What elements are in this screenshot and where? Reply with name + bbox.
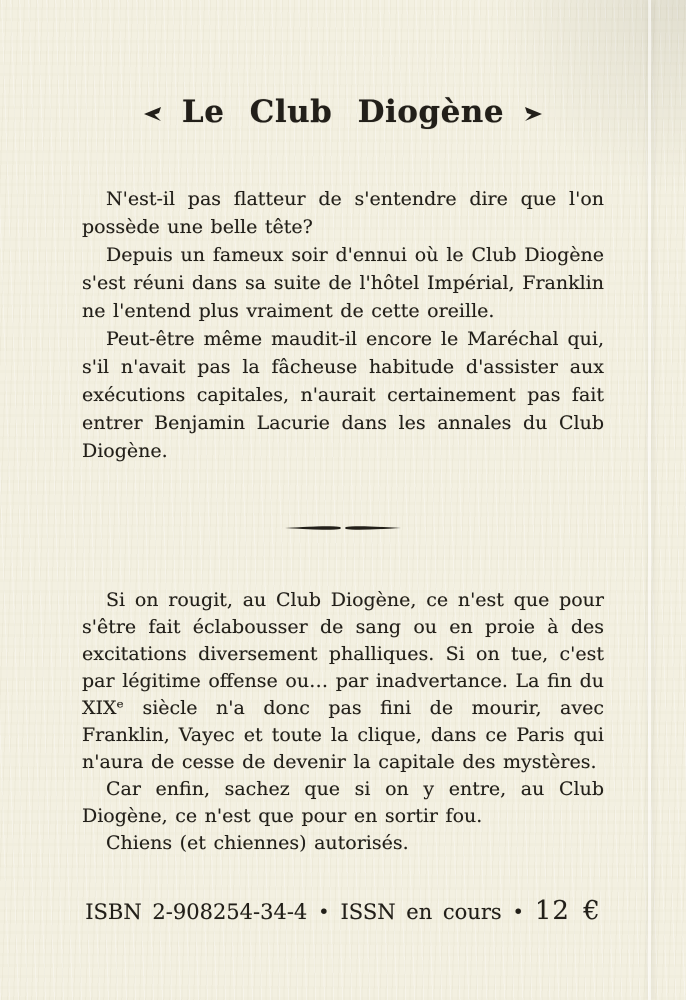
intro-text-block — [82, 185, 604, 465]
intro-paragraph-3: Peut-être même maudit-il encore le Maréchal qui, s'il n'avait pas la fâcheuse habitude d'assister aux exécutions capitales, n'aurait certainement pas fait entrer Benjamin Lacurie dans les annales du Club Diogène. — [82, 328, 604, 462]
issn-text: ISSN en cours — [340, 900, 502, 924]
isbn-text: ISBN 2-908254-34-4 — [85, 900, 308, 924]
blurb-text-block — [82, 587, 604, 857]
bullet-separator: • — [318, 901, 330, 923]
intro-paragraph-2: Depuis un fameux soir d'ennui où le Club Diogène s'est réuni dans sa suite de l'hôtel Impérial, Franklin ne l'entend plus vraiment de cette oreille. — [82, 244, 604, 322]
isbn-footer-line — [0, 896, 686, 926]
blurb-paragraph-3: Chiens (et chiennes) autorisés. — [106, 832, 409, 854]
price-text: 12 € — [534, 896, 601, 926]
left-arrow-fleuron-icon — [142, 105, 162, 123]
right-arrow-fleuron-icon — [524, 105, 544, 123]
bullet-separator: • — [512, 901, 524, 923]
paper-crease-line — [648, 0, 651, 1000]
blurb-paragraph-1: Si on rougit, au Club Diogène, ce n'est que pour s'être fait éclabousser de sang ou en proie à des excitations diversement phalliques. Si on tue, c'est par légitime offense ou… par inadvertance. La fin du XIXᵉ siècle n'a donc pas fini de mourir, avec Franklin, Vayec et toute la clique, dans ce Paris qui n'aura de cesse de devenir la capitale des mystères. — [82, 589, 604, 773]
title-row — [0, 94, 686, 130]
tapered-rule-icon — [283, 522, 403, 534]
intro-paragraph-1: N'est-il pas flatteur de s'entendre dire que l'on possède une belle tête? — [82, 188, 604, 238]
blurb-paragraph-2: Car enfin, sachez que si on y entre, au Club Diogène, ce n'est que pour en sortir fou. — [82, 778, 604, 827]
page-title: Le Club Diogène — [181, 94, 505, 130]
section-divider — [0, 522, 686, 534]
